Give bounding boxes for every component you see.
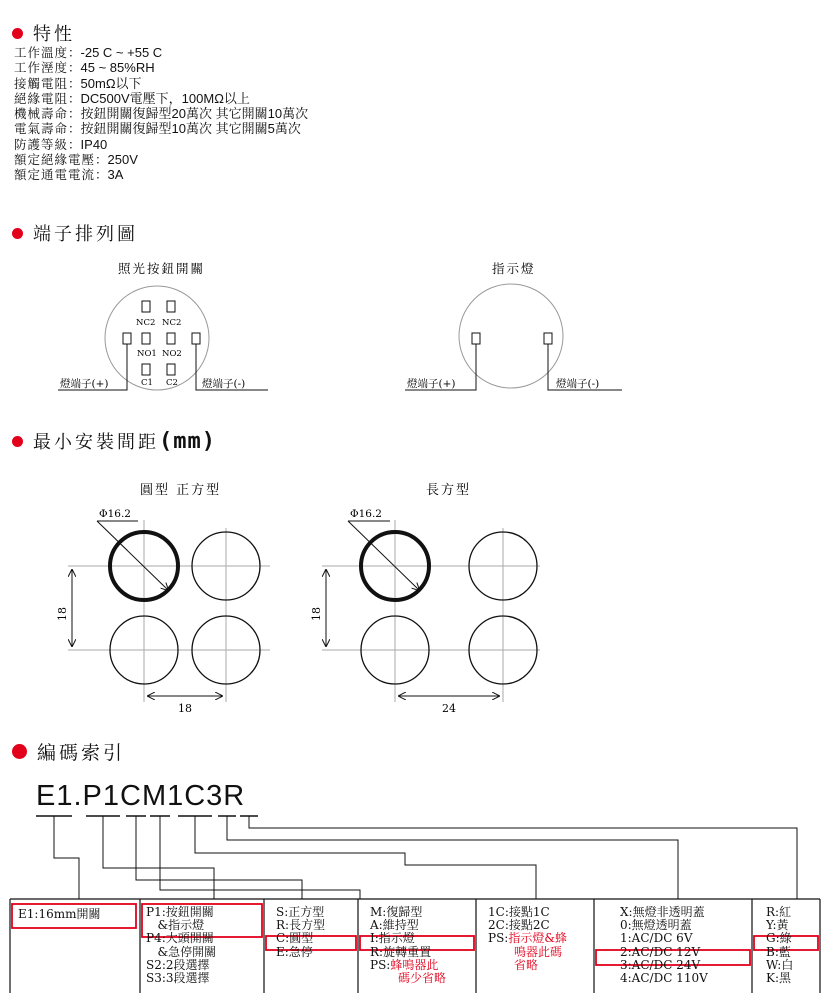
dim-18-vertical: 18: [310, 607, 323, 621]
diameter-arrow: [348, 521, 419, 590]
bullet-icon: [12, 744, 27, 759]
terminal-right-title: 指示燈: [492, 261, 536, 276]
pin-no1: [142, 333, 150, 344]
connector-r: [249, 816, 797, 899]
bullet-icon: [12, 436, 23, 447]
pin-c1: [142, 364, 150, 375]
spec-row: 工作溼度：45 ~ 85%RH: [14, 60, 155, 76]
lamp-minus-label-right: 燈端子(-): [556, 378, 600, 390]
spec-row: 絕緣電阻：DC500V電壓下，100MΩ以上: [14, 90, 250, 106]
code-action-cell: M:復歸型 A:維持型 I:指示燈 R:旋轉重置 PS:蜂鳴器此 碼少省略: [370, 905, 447, 986]
pin-c2: [167, 364, 175, 375]
code-contact-cell: 1C:接點1C 2C:接點2C PS:指示燈&蜂 鳴器此碼 省略: [488, 905, 568, 972]
code-type-cell: P1:按鈕開關 &指示燈 P4:大頭開關 &急停開關 S2:2段選擇 S3:3段選擇: [146, 905, 217, 986]
terminal-diagram: [0, 250, 830, 410]
terminal-left-title: 照光按鈕開關: [118, 261, 206, 276]
pin-lamp-plus: [123, 333, 131, 344]
code-e1-cell: E1:16mm開關: [18, 907, 101, 921]
spec-row: 防護等級：IP40: [14, 136, 108, 152]
label-nc2-left: NC2: [136, 318, 156, 328]
pin-lamp-minus: [544, 333, 552, 344]
code-example: E1.P1CM1C3R: [36, 780, 246, 812]
unit-label: (mm): [159, 428, 216, 454]
spec-row: 工作溫度：-25 C ~ +55 C: [14, 45, 163, 60]
pin-nc1: [142, 301, 150, 312]
rectangle-title: 長方型: [426, 483, 472, 498]
label-c2: C2: [166, 378, 178, 388]
bullet-icon: [12, 28, 23, 39]
spec-row: 接觸電阻：50mΩ以下: [14, 75, 142, 91]
diameter-label: Φ16.2: [350, 508, 382, 520]
lamp-minus-label-left: 燈端子(-): [202, 378, 246, 390]
section-title-terminal: 端子排列圖: [12, 220, 138, 246]
spacing-diagram: [0, 470, 830, 720]
lamp-outline: [459, 284, 563, 388]
pin-no2: [167, 333, 175, 344]
diameter-arrow: [97, 521, 168, 590]
section-title-characteristics: 特性: [12, 20, 75, 46]
bullet-icon: [12, 228, 23, 239]
switch-outline: [105, 286, 209, 390]
pin-nc2: [167, 301, 175, 312]
label-no2: NO2: [162, 349, 182, 359]
pin-lamp-minus: [192, 333, 200, 344]
diameter-label: Φ16.2: [99, 508, 131, 520]
round-square-title: 圓型 正方型: [140, 483, 222, 498]
dim-24-horizontal: 24: [442, 702, 456, 715]
label-c1: C1: [141, 378, 153, 388]
lamp-plus-label-right: 燈端子(+): [407, 378, 456, 390]
code-color-cell: R:紅 Y:黃 G:綠 B:藍 W:白 K:黑: [766, 905, 794, 986]
code-lamp-cell: X:無燈非透明蓋 0:無燈透明蓋 1:AC/DC 6V 2:AC/DC 12V 3:AC/DC 24V 4:AC/DC 110V: [620, 905, 708, 986]
dim-18-vertical: 18: [56, 607, 69, 621]
spec-list: [14, 45, 308, 183]
connector-e1: [54, 816, 79, 899]
connector-p1: [103, 816, 214, 899]
spec-row: 額定絕緣電壓：250V: [14, 152, 138, 168]
code-shape-cell: S:正方型 R:長方型 C:圓型 E:急停: [276, 905, 326, 959]
spec-row: 額定通電電流：3A: [14, 167, 124, 183]
spec-row: 電氣壽命：按鈕開關復歸型10萬次 其它開關5萬次: [14, 121, 301, 137]
label-no1: NO1: [137, 349, 157, 359]
dim-18-horizontal: 18: [178, 702, 192, 715]
label-nc2-right: NC2: [162, 318, 182, 328]
pin-lamp-plus: [472, 333, 480, 344]
lamp-plus-label-left: 燈端子(+): [60, 378, 109, 390]
section-title-spacing: 最小安裝間距 (mm): [12, 428, 216, 454]
section-title-coding: 編碼索引: [12, 738, 125, 765]
spec-row: 機械壽命：按鈕開關復歸型20萬次 其它開關10萬次: [14, 106, 309, 122]
